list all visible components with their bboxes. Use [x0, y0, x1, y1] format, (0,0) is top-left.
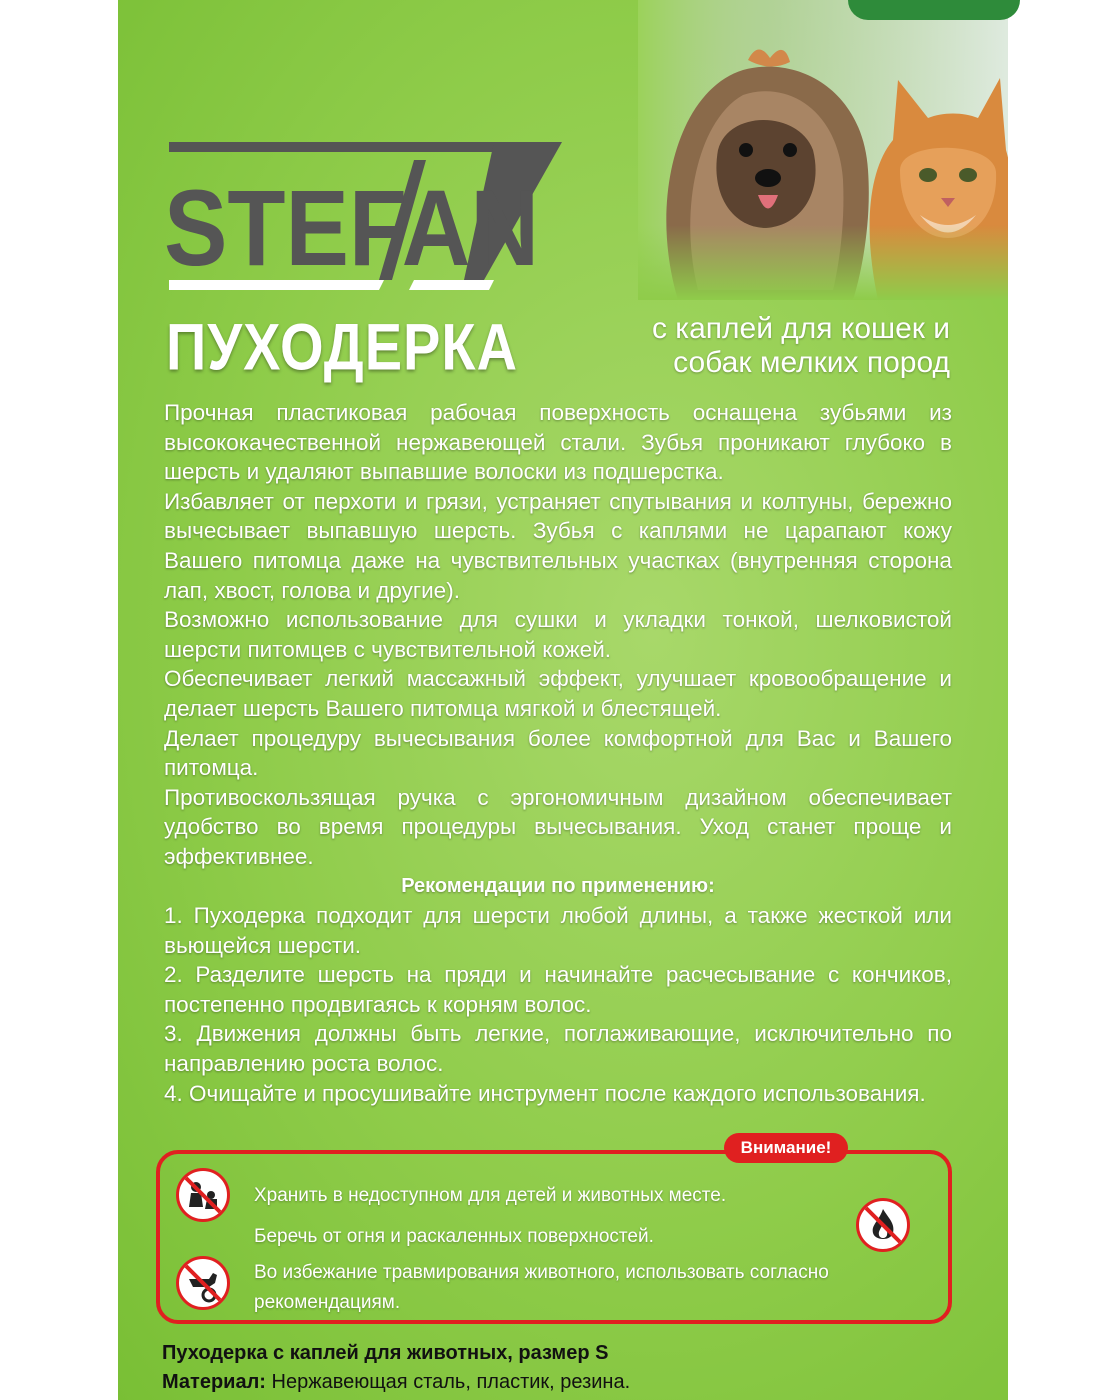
no-injury-dog-icon [176, 1256, 230, 1310]
stefan-logo [164, 130, 564, 300]
recommendation-item: 4. Очищайте и просушивайте инструмент после каждого использования. [164, 1080, 926, 1106]
description-paragraph: Прочная пластиковая рабочая поверхность оснащена зубьями из высококачественной нержавеющей стали. Зубья проникают глубоко в шерсть и удаляют выпавшие волоски из подшерстка. [164, 400, 952, 485]
warning-line-3: Во избежание травмирования животного, использовать согласно [254, 1262, 829, 1283]
corner-decoration [848, 0, 1020, 20]
logo-text: STEFAN [164, 167, 539, 288]
description-paragraph: Обеспечивает легкий массажный эффект, улучшает кровообращение и делает шерсть Вашего питомца мягкой и блестящей. [164, 666, 952, 721]
description-paragraph: Возможно использование для сушки и укладки тонкой, шелковистой шерсти питомцев с чувствительной кожей. [164, 607, 952, 662]
footer-material [162, 1371, 630, 1394]
no-fire-icon [856, 1198, 910, 1252]
packaging-panel [118, 0, 1008, 1400]
description-paragraph: Делает процедуру вычесывания более комфортной для Вас и Вашего питомца. [164, 725, 952, 781]
description [164, 398, 952, 1108]
warning-line-4: рекомендациям. [254, 1292, 401, 1313]
material-value: Нержавеющая сталь, пластик, резина. [271, 1371, 631, 1393]
recommendation-item: 2. Разделите шерсть на пряди и начинайте расчесывание с кончиков, постепенно продвигаясь к корням волос. [164, 962, 952, 1017]
material-label: Материал: [162, 1371, 266, 1393]
product-subtitle [590, 312, 950, 380]
warning-line-2: Беречь от огня и раскаленных поверхностей. [254, 1226, 654, 1247]
no-children-pets-icon [176, 1168, 230, 1222]
recommendation-item: 1. Пуходерка подходит для шерсти любой длины, а также жесткой или вьющейся шерсти. [164, 903, 952, 958]
recommendation-item: 3. Движения должны быть легкие, поглаживающие, исключительно по направлению роста волос. [164, 1021, 952, 1077]
warning-line-1: Хранить в недоступном для детей и животных месте. [254, 1185, 727, 1206]
warning-badge: Внимание! [724, 1133, 848, 1163]
subtitle-line-1: с каплей для кошек и [651, 312, 950, 345]
description-paragraph: Противоскользящая ручка с эргономичным дизайном обеспечивает удобство во время процедуры вычесывания. Уход станет проще и эффективнее. [164, 784, 952, 869]
product-title: ПУХОДЕРКА [166, 309, 519, 384]
recommendations-title: Рекомендации по применению: [401, 874, 715, 897]
description-paragraph: Избавляет от перхоти и грязи, устраняет спутывания и колтуны, бережно вычесывает выпавшую шерсть. Зубья с каплями не царапают кожу Вашего питомца даже на чувствительных участках (внутренняя сторона лап, хвост, голова и другие). [164, 488, 952, 603]
footer-product-name: Пуходерка с каплей для животных, размер S [162, 1342, 609, 1364]
subtitle-line-2: собак мелких пород [673, 346, 950, 379]
dog-cat-photo [638, 0, 1008, 300]
